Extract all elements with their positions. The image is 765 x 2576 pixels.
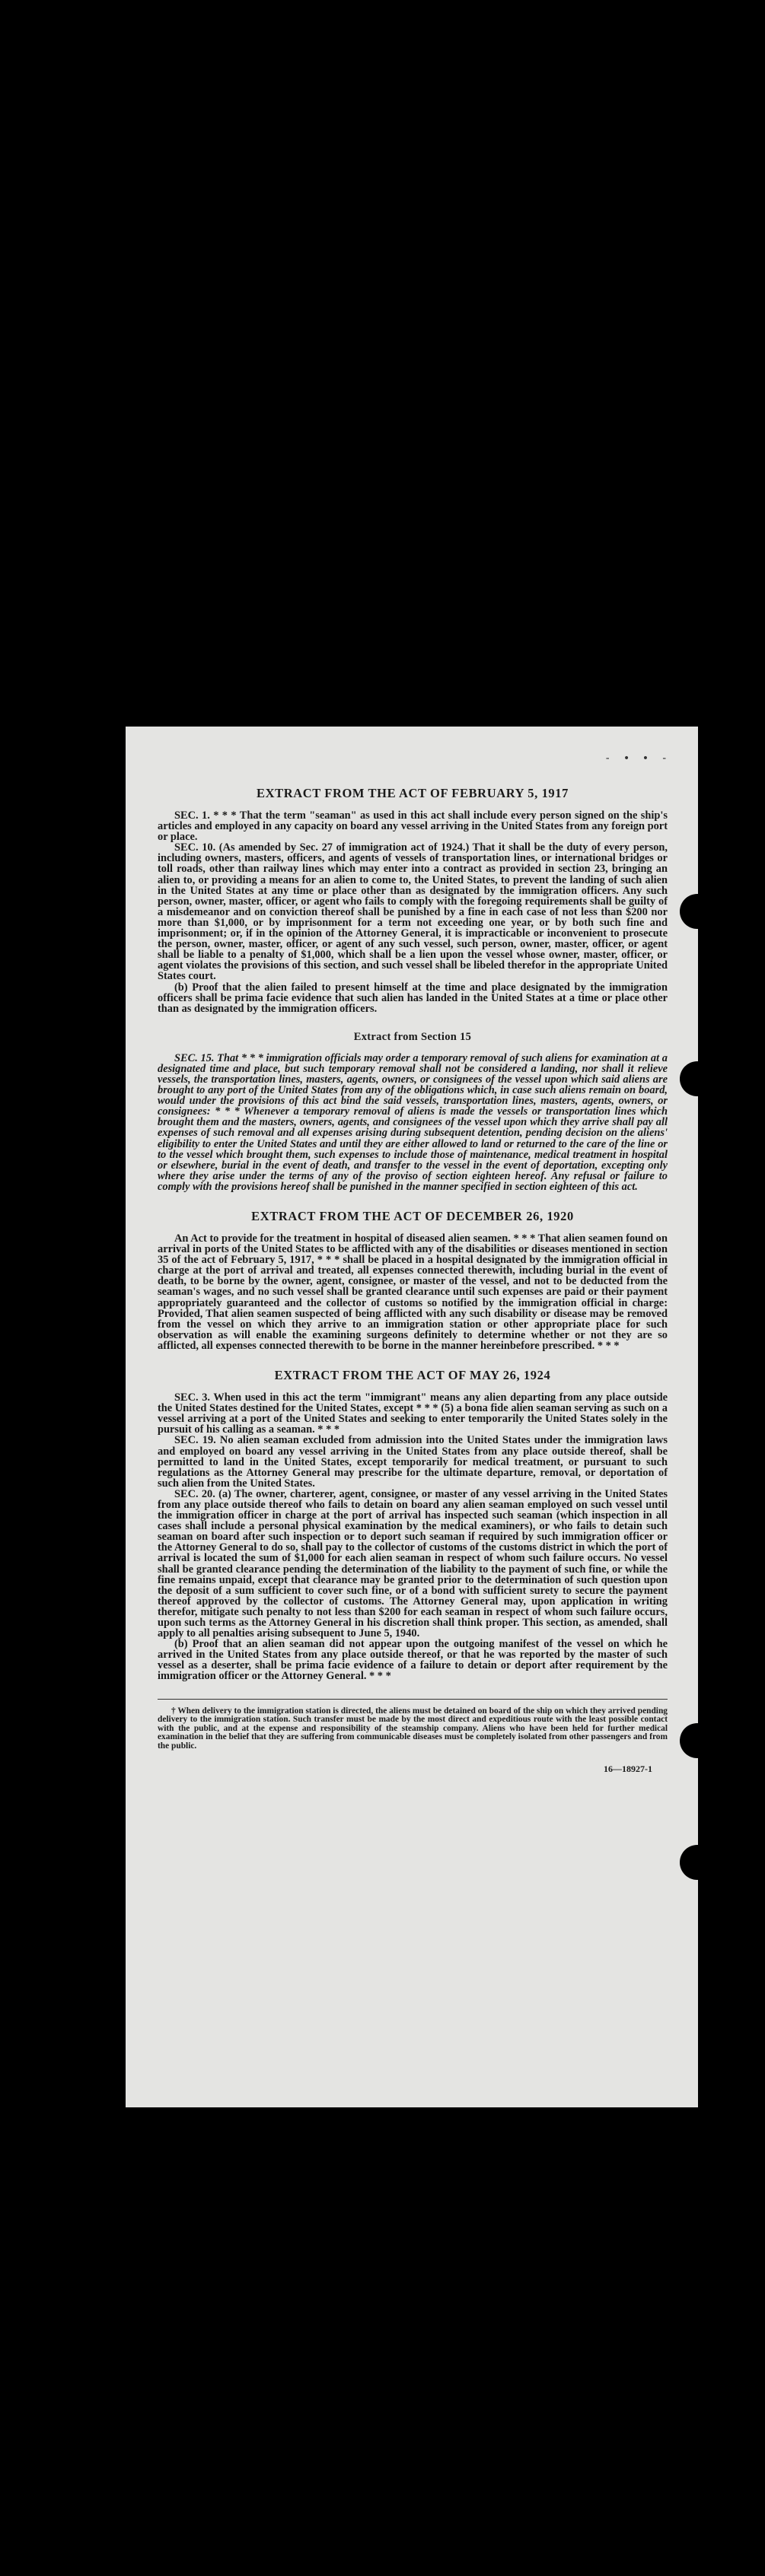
form-number: 16—18927-1: [604, 1763, 652, 1774]
corner-mark: - • • -: [604, 752, 671, 765]
section-heading: EXTRACT FROM THE ACT OF DECEMBER 26, 1920: [251, 1209, 574, 1223]
footnote-text: † When delivery to the immigration station is directed, the aliens must be detained on board of the ship on which they arrived pending delivery to the immigration station. Such transfer must be made by the most direct and expeditious route with the least possible contact with the public, and at the expense and responsibility of the steamship company. Aliens who have been held for further medical examination in the belief that they are suffering from communicable diseases must be completely isolated from other passengers and from the public.: [158, 1706, 668, 1751]
section-act-1920: [158, 1209, 668, 1351]
document-page: [126, 727, 698, 2107]
paragraph: An Act to provide for the treatment in hospital of diseased alien seamen. * * * That alien seamen found on arrival in ports of the United States to be afflicted with any of the disabilities or diseases mentioned in section 35 of the act of February 5, 1917, * * * shall be placed in a hospital designated by the immigration official in charge at the port of arrival and treated, all expenses connected therewith, including burial in the event of death, to be borne by the owner, agent, consignee, or master of the vessel, and not to be deducted from the seaman's wages, and no such vessel shall be granted clearance until such expenses are paid or their payment appropriately guaranteed and the collector of customs so notified by the immigration official in charge: Provided, That alien seamen suspected of being afflicted with any such disability or disease may be removed from the vessel on which they arrive to an immigration station or other appropriate place for such observation as will enable the examining surgeons definitely to determine whether or not they are so afflicted, all expenses connected therewith to be borne in the manner hereinbefore prescribed. * * *: [158, 1232, 668, 1352]
paragraph: SEC. 20. (a) The owner, charterer, agent, consignee, or master of any vessel arriving in the United States from any place outside thereof who fails to detain on board any alien seaman employed on such vessel until the immigration officer in charge at the port of arrival has inspected such seaman (which inspection in all cases shall include a personal physical examination by the medical examiners), or who fails to detain such seaman on board after such inspection or to deport such seaman if required by such immigration officer or the Attorney General to do so, shall pay to the collector of customs of the customs district in which the port of arrival is located the sum of $1,000 for each alien seaman in respect of whom such failure occurs. No vessel shall be granted clearance pending the determination of the liability to the payment of such fine, or while the fine remains unpaid, except that clearance may be granted prior to the determination of such question upon the deposit of a sum sufficient to cover such fine, or of a bond with sufficient surety to secure the payment thereof approved by the collector of customs. The Attorney General may, upon application in writing therefor, mitigate such penalty to not less than $200 for each seaman in respect of whom such failure occurs, upon such terms as the Attorney General in his discretion shall think proper. This section, as amended, shall apply to all penalties arising subsequent to June 5, 1940.: [158, 1487, 668, 1640]
section-act-1924: [158, 1368, 668, 1682]
section-heading: EXTRACT FROM THE ACT OF FEBRUARY 5, 1917: [257, 786, 569, 800]
section-heading: EXTRACT FROM THE ACT OF MAY 26, 1924: [274, 1368, 551, 1383]
footnote: [158, 1707, 668, 1751]
section-heading: Extract from Section 15: [353, 1030, 472, 1043]
section-act-1917: [158, 786, 668, 1014]
paragraph: SEC. 1. * * * That the term "seaman" as used in this act shall include every person signed on the ship's articles and employed in any capacity on board any vessel arriving in the United States from any foreign port or place.: [158, 809, 668, 844]
paragraph: SEC. 10. (As amended by Sec. 27 of immigration act of 1924.) That it shall be the duty of every person, including owners, masters, officers, and agents of vessels of transportation lines, or international bridges or toll roads, other than railway lines which may enter into a contract as provided in section 23, bringing an alien to, or providing a means for an alien to come to, the United States, to prevent the landing of such alien in the United States at any time or place other than as designated by the immigration officers. Any such person, owner, master, officer, or agent who fails to comply with the foregoing requirements shall be guilty of a misdemeanor and on conviction thereof shall be punished by a fine in each case of not less than $200 nor more than $1,000, or by imprisonment for a term not exceeding one year, or by both such fine and imprisonment; or, if in the opinion of the Attorney General, it is impracticable or inconvenient to prosecute the person, owner, master, officer, or agent of any such vessel, such person, owner, master, officer, or agent shall be liable to a penalty of $1,000, which shall be a lien upon the vessel whose owner, master, officer, or agent violates the provisions of this section, and such vessel shall be libeled therefor in the appropriate United States court.: [158, 841, 668, 983]
punch-hole: [680, 1061, 715, 1096]
paragraph: SEC. 15. That * * * immigration officials may order a temporary removal of such aliens for examination at a designated time and place, but such temporary removal shall not be considered a landing, nor shall it relieve vessels, the transportation lines, masters, agents, owners, or consignees of the vessel upon which said aliens are brought to any port of the United States from any of the obligations which, in case such aliens remain on board, would under the provisions of this act bind the said vessels, transportation lines, masters, agents, owners, or consignees: * * * Whenever a temporary removal of aliens is made the vessels or transportation lines which brought them and the masters, owners, agents, and consignees of the vessel upon which they arrive shall pay all expenses of such removal and all expenses arising during subsequent detention, pending decision on the aliens' eligibility to enter the United States and until they are either allowed to land or returned to the care of the line or to the vessel which brought them, such expenses to include those of maintenance, medical treatment in hospital or elsewhere, burial in the event of death, and transfer to the vessel in the event of deportation, excepting only where they arise under the terms of any of the proviso of section eighteen hereof. Any refusal or failure to comply with the provisions hereof shall be punished in the manner specified in section eighteen of this act.: [158, 1051, 668, 1193]
punch-hole: [680, 1723, 715, 1758]
paragraph: (b) Proof that an alien seaman did not appear upon the outgoing manifest of the vessel on which he arrived in the United States from any place outside thereof, or that he was reported by the master of such vessel as a deserter, shall be prima facie evidence of a failure to detain or deport after requirement by the immigration officer or the Attorney General. * * *: [158, 1638, 668, 1683]
footnote-divider: [158, 1699, 668, 1700]
punch-hole: [680, 1845, 715, 1880]
section-extract-15: [158, 1031, 668, 1192]
paragraph: (b) Proof that the alien failed to present himself at the time and place designated by the immigration officers shall be prima facie evidence that such alien has landed in the United States at a time or place other than as designated by the immigration officers.: [158, 981, 668, 1015]
paragraph: SEC. 19. No alien seaman excluded from admission into the United States under the immigration laws and employed on board any vessel arriving in the United States from any place outside thereof, shall be permitted to land in the United States, except temporarily for medical treatment, or pursuant to such regulations as the Attorney General may prescribe for the ultimate departure, removal, or deportation of such alien from the United States.: [158, 1434, 668, 1490]
punch-hole: [680, 894, 715, 929]
paragraph: SEC. 3. When used in this act the term "immigrant" means any alien departing from any place outside the United States destined for the United States, except * * * (5) a bona fide alien seaman serving as such on a vessel arriving at a port of the United States and seeking to enter temporarily the United States solely in the pursuit of his calling as a seaman. * * *: [158, 1391, 668, 1436]
